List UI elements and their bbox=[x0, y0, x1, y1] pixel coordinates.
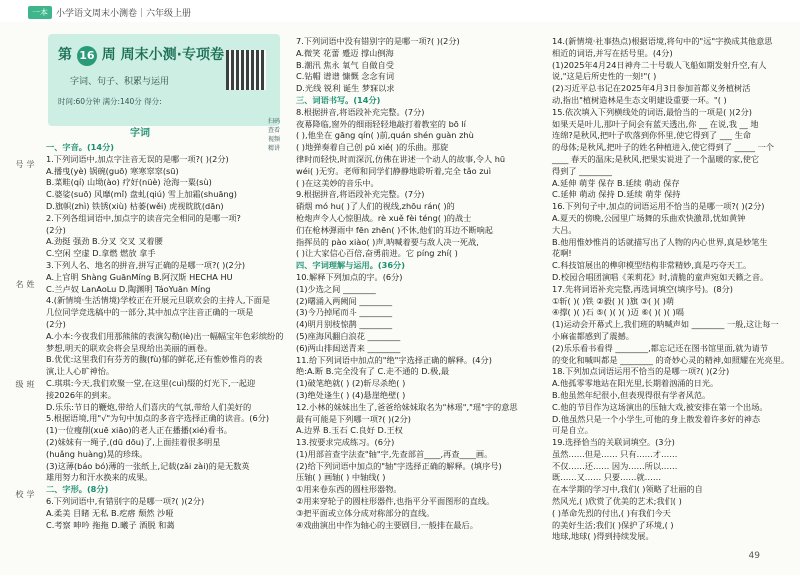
right-column bbox=[552, 36, 792, 543]
left-line: B.优优:这里我们有芬芳的馥(fù)郁的鲜花,还有惟妙惟肖的表 bbox=[46, 354, 263, 365]
section-title-ziCi: 字词 bbox=[130, 128, 150, 139]
left-line: A.上官明 Shàng GuānMíng B.阿汉斯 HECHA HU bbox=[46, 271, 233, 282]
left-line: A.播曳(yè) 锅碗(guō) 寒寒窣窣(sū) bbox=[46, 165, 179, 176]
left-line: (huǎng huàng)晃的珍珠。 bbox=[46, 448, 148, 459]
left-line: 4.(新情境·生活情境)学校正在开展元旦联欢会的主持人,下面是 bbox=[46, 295, 271, 306]
left-line: C.婆娑(suō) 风靡(mǐ) 盘虬(qiú) 雪上加霜(shuāng) bbox=[46, 189, 237, 200]
mid-line: 压轴( ) 画轴( ) 中轴线( ) bbox=[296, 472, 386, 483]
left-column bbox=[46, 142, 286, 531]
right-line: 如果天是叶儿,那叶子间会有蓝天透出,你 __ 在说,我 __ 地 bbox=[552, 118, 759, 129]
mid-line: 最有可能是下列哪一项?( )(2分) bbox=[296, 413, 411, 424]
mid-line: 律时而轻快,时而深沉,仿佛在讲述一个动人的故事,令人 hū bbox=[296, 153, 506, 164]
right-line: ( )革命先烈的付出,( )有我们今天 bbox=[552, 507, 671, 518]
right-line: D.校园合唱团演唱《茉莉花》时,清脆的童声宛如天籁之音。 bbox=[552, 271, 769, 282]
left-line: 2.下列各组词语中,加点字的读音完全相同的是哪一项? bbox=[46, 212, 241, 223]
mid-line: (3)今乃掉尾而斗 ________ bbox=[296, 307, 393, 318]
left-line: 1.下列词语中,加点字注音无误的是哪一项?( )(2分) bbox=[46, 153, 229, 164]
left-line: D.旗帜(zhì) 铁锈(xiù) 枯萎(wěi) 虎视眈眈(dān) bbox=[46, 200, 224, 211]
book-title: 小学语文周末小测卷｜六年级上册 bbox=[56, 9, 192, 19]
right-line: 在本学期的学习中,我们( )领略了壮丽的自 bbox=[552, 484, 703, 495]
mid-line: (1)破笔绝就( ) (2)斩尽杀绝( ) bbox=[296, 378, 406, 389]
mid-line: 10.解释下列加点的字。(6分) bbox=[296, 271, 403, 282]
mid-line: (4)明月别枝惊鹊 ________ bbox=[296, 319, 393, 330]
quiz-meta: 时间:60分钟 满分:140分 得分: bbox=[58, 97, 162, 106]
mid-line: 指挥员的 pào xiào( )声,呐喊着要与敌人决一死战, bbox=[296, 236, 479, 247]
right-line: 虽然……但是…… 只有……才…… bbox=[552, 448, 678, 459]
left-line: 雄用努力和汗水换来的成果。 bbox=[46, 472, 153, 483]
mid-line: (3)绝处逢生( ) (4)悬崖绝壁( ) bbox=[296, 389, 406, 400]
qr-note: 扫码查看 视频精讲 bbox=[268, 118, 281, 152]
label-school: 学校 bbox=[15, 490, 35, 498]
mid-line: (1)少选之间 ________ bbox=[296, 283, 376, 294]
right-line: (2)乐乐看书看得 ________,都忘记还在图书馆里面,就为请节 bbox=[552, 342, 768, 353]
right-line: 大吕。 bbox=[552, 224, 577, 235]
mid-line: 8.根据拼音,将语段补充完整。(7分) bbox=[296, 106, 425, 117]
mid-line: ①用来卷东西的圆柱形器物。 bbox=[296, 484, 402, 495]
right-line: 不仅……还…… 因为……所以…… bbox=[552, 460, 678, 471]
left-line: A.柔美 目睹 无私 B.疙瘩 颓然 沙哑 bbox=[46, 507, 174, 518]
right-line: A.他孤零零地站在阳光里,长期着汹涌的日光。 bbox=[552, 378, 719, 389]
left-line: (3)这薄(báo bó)薄的一张纸上,记载(zǎi zài)的是无数英 bbox=[46, 460, 250, 471]
left-line: 5.根据语境,用"√"为句中加点的多音字选择正确的读音。(6分) bbox=[46, 413, 270, 424]
right-line: 的美好生活;我们( )保护了环境,( ) bbox=[552, 519, 674, 530]
left-line: (2)妹妹有一绳子,(dū dōu)了,上面挂着很多明星 bbox=[46, 436, 221, 447]
banner-subtitle: 字词、句子、积累与运用 bbox=[70, 77, 170, 87]
week-number-badge: 16 bbox=[77, 46, 97, 66]
mid-line: 们在枪林弹雨中 fēn zhēn( )不休,他们的耳边不断响起 bbox=[296, 224, 493, 235]
right-line: 15.依次填入下列横线处的词语,最恰当的一项是( )(2分) bbox=[552, 106, 752, 117]
left-line: C.空闲 空虚 D.拿燃 燃放 拿手 bbox=[46, 248, 156, 259]
mid-line: ③把平面或立体分成对称部分的直线。 bbox=[296, 507, 435, 518]
mid-line: ②用来穿轮子的圆柱形器件,也指平分平面图形的直线。 bbox=[296, 496, 495, 507]
mid-line: A.微笑 花蕾 蹙迈 撑山倒海 bbox=[296, 47, 394, 58]
right-line: 动,指出"植树造林是生态文明建设重要一环。"( ) bbox=[552, 94, 727, 105]
right-line: 的变化和喊叫都是 ________ 的奇妙心灵的精神,如照耀在光亮里。 bbox=[552, 354, 790, 365]
mid-line: 夜幕降临,窗外的细雨轻轻地敲打着教室的 bō lí bbox=[296, 118, 466, 129]
right-line: (2)习近平总书记在2025年4月3日参加首都义务植树活 bbox=[552, 83, 751, 94]
right-line: 然风光,( )欣赏了优美的艺术;我们( ) bbox=[552, 496, 682, 507]
label-class: 班级 bbox=[15, 380, 35, 388]
right-line: C.延伸 萌动 保持 D.延续 萌芽 保持 bbox=[552, 189, 681, 200]
right-line: 19.选择恰当的关联词填空。(3分) bbox=[552, 437, 675, 448]
left-line: 3.下列人名、地名的拼音,拼写正确的是哪一项?( )(2分) bbox=[46, 259, 246, 270]
left-line: A.劲挺 强劲 B.分叉 交叉 叉着腰 bbox=[46, 236, 163, 247]
left-line: C.兰卢奴 LanAoLu D.陶渊明 TáoYuān Míng bbox=[46, 283, 211, 294]
right-line: C.科技馆展出的榫卯模型结构非常精妙,真是巧夺天工。 bbox=[552, 260, 752, 271]
mid-line: 硝烟 mó hu( )了人们的视线,zhōu rán( )的 bbox=[296, 201, 455, 212]
right-line: 说,"这是后所史性的一刻!"( ) bbox=[552, 71, 657, 82]
mid-line: ( )在这美妙的音乐中。 bbox=[296, 177, 379, 188]
left-line: 几位同学竞选稿中的一部分,其中加点字注音正确的一项是 bbox=[46, 307, 254, 318]
right-line: ____ 春天的温床;是秋风,把果实说进了一个温暖的家,使它 bbox=[552, 153, 760, 164]
mid-line: (6)两山排闼送青来 ________ bbox=[296, 342, 401, 353]
left-line: D.乐乐:节日的鞭炮,带给人们喜庆的气氛,带给人们美好的 bbox=[46, 401, 252, 412]
left-line: 一、字音。(14分) bbox=[46, 142, 115, 152]
mid-line: 13.按要求完成练习。(6分) bbox=[296, 437, 395, 448]
page-number: 49 bbox=[748, 551, 760, 561]
right-line: 可是自立。 bbox=[552, 425, 593, 436]
label-id: 学号 bbox=[15, 160, 35, 168]
mid-line: (2)给下列词语中加点的"轴"字选择正确的解释。(填序号) bbox=[296, 460, 502, 471]
mid-line: 7.下列词语中没有错别字的是哪一项?( )(2分) bbox=[296, 36, 460, 46]
right-line: (1)运动会开幕式上,我们班的呐喊声如 ________ 一般,这让每一 bbox=[552, 319, 779, 330]
right-line: 连绵?是秋风,把叶子吹落到你怀里,使它得到了 ___ 生命 bbox=[552, 130, 751, 141]
week-title: 第 16 周 周末小测·专项卷 bbox=[58, 44, 224, 66]
left-line: 二、字形。(8分) bbox=[46, 484, 109, 495]
mid-line: ( )让大家信心百倍,奋勇前进。它 píng zhí( ) bbox=[296, 248, 458, 259]
right-line: 地球,地球( )得到持续发展。 bbox=[552, 531, 654, 542]
mid-line: ④戏曲演出中作为轴心的主要剧目,一般排在最后。 bbox=[296, 519, 478, 530]
mid-line: C.钻帽 谱谱 慷慨 念念有词 bbox=[296, 71, 395, 82]
mid-line: ( ),他坐在 gāng qín( )前,quán shén guàn zhù bbox=[296, 130, 474, 141]
mid-line: A.边界 B.玉石 C.良好 D.王权 bbox=[296, 425, 403, 436]
mid-line: 11.给下列词语中加点的"绝"字选择正确的解释。(4分) bbox=[296, 354, 492, 365]
mid-line: (2)曙涌入两阙间 ________ bbox=[296, 295, 393, 306]
mid-line: (1)用部首查字法查"轴"字,先查部首____,再查____画。 bbox=[296, 448, 493, 459]
right-line: ④撑( )( )石 ⑤( )( )( )迈 ⑥( )( )( )嗝 bbox=[552, 307, 684, 318]
left-line: (2分) bbox=[46, 318, 66, 329]
qr-code-icon[interactable] bbox=[226, 50, 266, 90]
right-line: 18.下列加点词语运用不恰当的是哪一项?( )(2分) bbox=[552, 366, 730, 377]
right-line: 得到了 ________ bbox=[552, 165, 612, 176]
right-line: (1)2025年4月24日神舟二十号载人飞船如期发射升空,有人 bbox=[552, 59, 767, 70]
mid-line: 12.小林的妹妹出生了,爸爸给妹妹取名为"林瑶","瑶"字的意思 bbox=[296, 401, 518, 412]
right-line: 17.先将词语补充完整,再选词填空(填序号)。(8分) bbox=[552, 283, 733, 294]
right-line: 相近的词语,并写在括号里。(4分) bbox=[552, 47, 673, 58]
left-line: 6.下列词语中,有错别字的是哪一项?( )(2分) bbox=[46, 495, 205, 506]
left-line: C.琪琪:今天,我们欢聚一堂,在这里(cuì)缀的灯光下,一起迎 bbox=[46, 377, 256, 388]
mid-line: (5)座海风翻白浪花 ________ bbox=[296, 330, 401, 341]
left-line: 演,让人心旷神怡。 bbox=[46, 366, 115, 377]
left-line: B.菜畦(qí) 山坳(ào) 疗好(nüè) 沧海一粟(sù) bbox=[46, 177, 212, 188]
right-line: 的母体;是秋风,把叶子的姓名种植进入,使它得到了 _____ 一个 bbox=[552, 142, 774, 153]
mid-line: B.潮汛 焦永 氧气 自做自受 bbox=[296, 59, 394, 70]
left-line: 梦想,明天的联欢会将会呈现给出美丽的画卷。 bbox=[46, 342, 213, 353]
mid-line: 三、词语书写。(14分) bbox=[296, 94, 381, 105]
left-line: (1)一位瘦削(xuē xiāo)的老人正在播播(xié)看书。 bbox=[46, 425, 232, 436]
mid-line: D.光线 锐利 诞生 梦寐以求 bbox=[296, 83, 395, 94]
mid-line: 四、字词理解与运用。(36分) bbox=[296, 260, 405, 271]
right-line: C.他的节目作为这场演出的压轴大戏,被安排在第一个出场。 bbox=[552, 401, 768, 412]
right-line: 16.下列句子中,加点的词语运用不恰当的是哪一项?( )(2分) bbox=[552, 201, 765, 212]
right-line: 14.(新情境·社事热点)根据语境,将句中的"远"字换成其他意思 bbox=[552, 36, 773, 46]
left-line: A.小本:今夜我们用那熊熊的表演勾勒(lè)出一幅幅宝年色彩缤纷的 bbox=[46, 330, 284, 341]
right-line: 既……又…… 只要……就…… bbox=[552, 472, 662, 483]
middle-column bbox=[296, 36, 541, 531]
right-line: A.延伸 萌芽 保存 B.延续 萌动 保存 bbox=[552, 177, 680, 188]
right-line: B.他虽然年纪很小,但表现得很有学者风范。 bbox=[552, 389, 711, 400]
page-header bbox=[0, 0, 800, 22]
mid-line: 绝:A.断 B.完全没有了 C.走不通的 D.极,最 bbox=[296, 366, 450, 377]
series-tag: 一本 bbox=[28, 6, 52, 19]
right-line: B.他用惟妙惟肖的话就描写出了人物的内心世界,真是妙笔生 bbox=[552, 236, 768, 247]
right-line: A.夏天的傍晚,公园里广场舞的乐曲欢快激昂,忧如黄钟 bbox=[552, 212, 746, 223]
right-line: ①斩( )( )铁 ②毅( )( )旗 ③( )( )萌 bbox=[552, 295, 675, 306]
right-line: 花啊! bbox=[552, 248, 572, 259]
right-line: 小麻雀都感到了震撼。 bbox=[552, 330, 634, 341]
left-line: 接2026年的到来。 bbox=[46, 389, 116, 400]
right-line: D.他虽然只是一个小学生,可他的身上散发着许多好的神态 bbox=[552, 413, 761, 424]
left-line: C.考察 呻吟 拖拖 D.曦子 酒脱 和蔼 bbox=[46, 519, 175, 530]
mid-line: 9.根据拼音,将语段补充完整。(7分) bbox=[296, 189, 425, 200]
left-line: (2分) bbox=[46, 224, 66, 235]
mid-line: wéi( )无穷。老师和同学们静静地聆听着,完全 tǎo zuì bbox=[296, 165, 491, 176]
mid-line: ( )地弹奏着自己创 pǔ xiě( )的乐曲。那旋 bbox=[296, 142, 449, 153]
label-name: 姓名 bbox=[15, 280, 35, 288]
mid-line: 枪炮声令人心惊胆战。rè xuě fèi téng( )的战士 bbox=[296, 212, 472, 223]
